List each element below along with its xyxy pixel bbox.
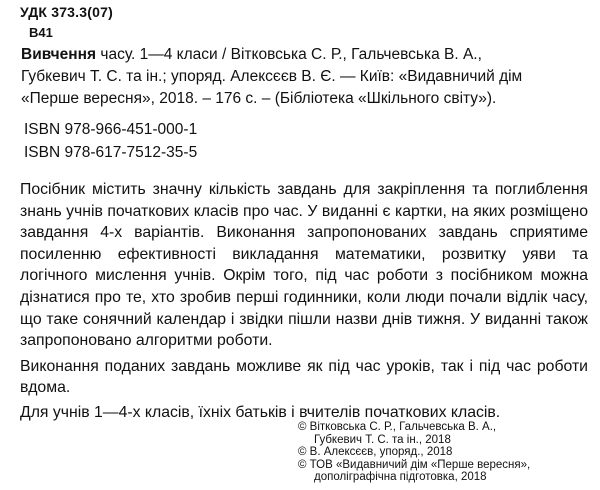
biblio-line-1 bbox=[21, 44, 587, 66]
copyright-line-3: © В. Алексєєв, упоряд., 2018 bbox=[298, 446, 453, 459]
annotation bbox=[20, 179, 588, 399]
isbn-block bbox=[24, 118, 197, 164]
biblio-title-word: Вивчення bbox=[21, 46, 97, 63]
copyright-line-5: дополіграфічна підготовка, 2018 bbox=[314, 471, 487, 484]
copyright-line-2: Губкевич Т. С. та ін., 2018 bbox=[314, 433, 451, 446]
reader-address: Для учнів 1—4-х класів, їхніх батьків і вчителів початкових класів. bbox=[20, 404, 501, 421]
copyright-line-1: © Вітковська С. Р., Гальчевська В. А., bbox=[298, 421, 497, 433]
biblio-line-1-rest: часу. 1—4 класи / Вітковська С. Р., Гальчевська В. А., bbox=[96, 46, 482, 63]
isbn-1: ISBN 978-966-451-000-1 bbox=[24, 121, 198, 138]
isbn-2: ISBN 978-617-7512-35-5 bbox=[24, 144, 198, 161]
bibliographic-description bbox=[21, 44, 587, 110]
biblio-line-2: Губкевич Т. С. та ін.; упоряд. Алексєєв В. Є. — Київ: «Видавничий дім bbox=[21, 68, 523, 85]
biblio-line-3: «Перше вересня», 2018. – 176 с. – (Бібліотека «Шкільного світу»). bbox=[21, 90, 497, 107]
copyright-block bbox=[298, 421, 588, 484]
annotation-paragraph-2: Виконання поданих завдань можливе як під час уроків, так і під час роботи вдома. bbox=[20, 357, 588, 397]
copyright-line-4: © ТОВ «Видавничий дім «Перше вересня», bbox=[298, 458, 531, 471]
bbk-code: В41 bbox=[29, 25, 53, 40]
udk-code: УДК 373.3(07) bbox=[20, 4, 113, 20]
annotation-paragraph-1: Посібник містить значну кількість завдань для закріплення та поглиблення знань учнів початкових класів про час. У виданні є картки, на яких розміщено завдання 4-х варіантів. Виконання запропонованих завдань сприятиме посиленню ефективності викладання математики, розвитку уяви та логічного мислення учнів. Окрім того, під час роботи з посібником можна дізнатися про те, хто зробив перші годинники, коли люди почали відлік часу, що таке сонячний календар і звідки пішли назви днів тижня. У виданні також запропоновано алгоритми роботи. bbox=[20, 181, 588, 350]
